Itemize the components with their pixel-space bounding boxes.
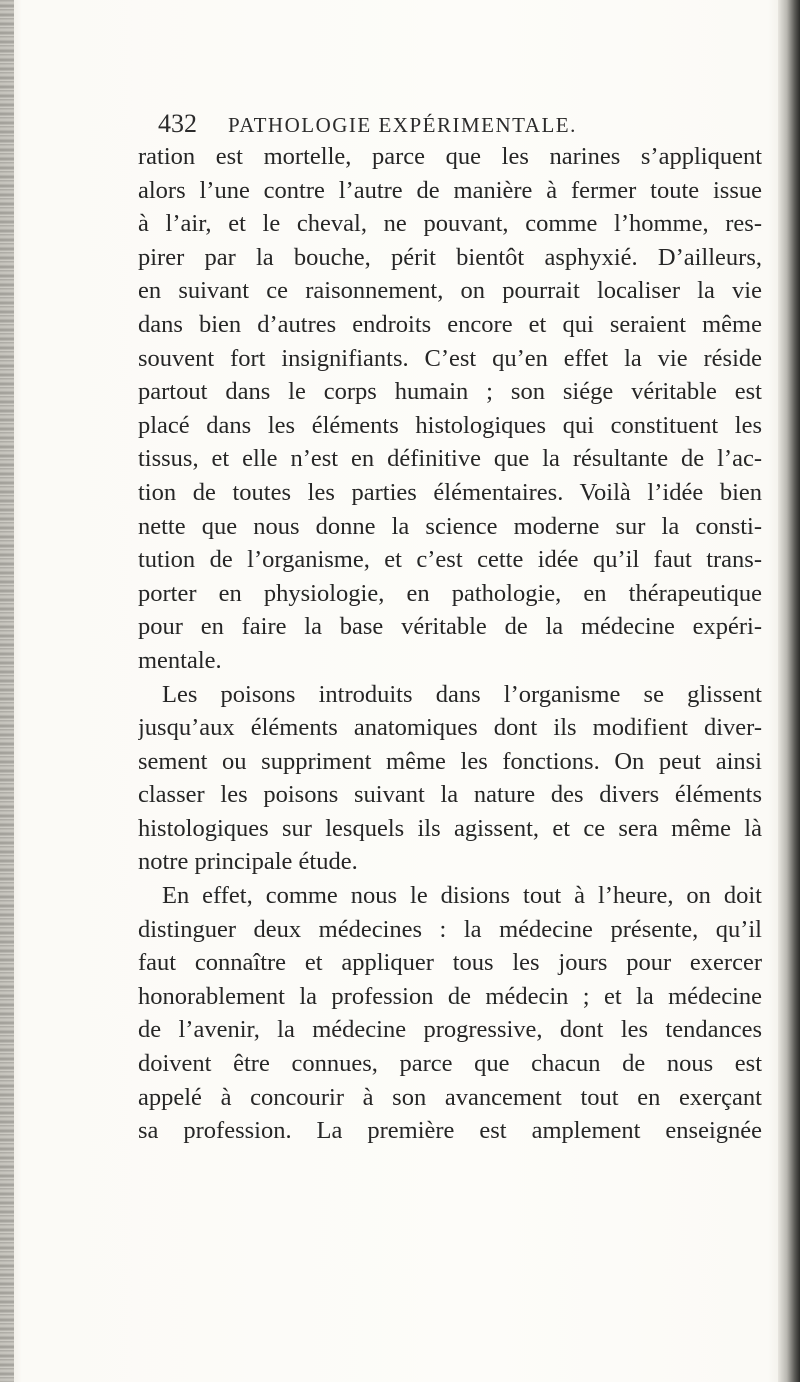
text-line: souvent fort insignifiants. C’est qu’en effet la vie réside xyxy=(138,344,762,372)
text-line: nette que nous donne la science moderne sur la consti- xyxy=(138,512,762,540)
text-line: distinguer deux médecines : la médecine présente, qu’il xyxy=(138,915,762,943)
text-line: appelé à concourir à son avancement tout en exerçant xyxy=(138,1083,762,1111)
text-line: dans bien d’autres endroits encore et qui seraient même xyxy=(138,310,762,338)
text-line: de l’avenir, la médecine progressive, dont les tendances xyxy=(138,1016,762,1044)
running-title: PATHOLOGIE EXPÉRIMENTALE. xyxy=(228,113,577,137)
running-head xyxy=(158,106,758,142)
paragraph-end-line: mentale. xyxy=(138,646,222,674)
paragraph-start-line: En effet, comme nous le disions tout à l’heure, on doit xyxy=(162,882,762,910)
paragraph-start-line: Les poisons introduits dans l’organisme se glissent xyxy=(162,680,762,708)
page-number: 432 xyxy=(158,109,197,138)
text-line: alors l’une contre l’autre de manière à fermer toute issue xyxy=(138,176,762,204)
page-fore-edge xyxy=(778,0,800,1382)
text-line: tissus, et elle n’est en définitive que la résultante de l’ac- xyxy=(138,445,762,473)
text-line: classer les poisons suivant la nature des divers éléments xyxy=(138,781,762,809)
text-line: tution de l’organisme, et c’est cette idée qu’il faut trans- xyxy=(138,546,762,574)
text-line: jusqu’aux éléments anatomiques dont ils modifient diver- xyxy=(138,714,762,742)
body-text xyxy=(138,140,762,1148)
text-line: pour en faire la base véritable de la médecine expéri- xyxy=(138,613,762,641)
text-line: ration est mortelle, parce que les narines s’appliquent xyxy=(138,143,762,170)
text-line: honorablement la profession de médecin ; et la médecine xyxy=(138,982,762,1010)
text-line: sa profession. La première est amplement enseignée xyxy=(138,1117,762,1145)
text-line: histologiques sur lesquels ils agissent, et ce sera même là xyxy=(138,814,762,842)
text-line: faut connaître et appliquer tous les jours pour exercer xyxy=(138,949,762,977)
paragraph-end-line: notre principale étude. xyxy=(138,848,358,876)
text-line: doivent être connues, parce que chacun de nous est xyxy=(138,1050,762,1078)
text-line: tion de toutes les parties élémentaires. Voilà l’idée bien xyxy=(138,478,762,506)
text-line: porter en physiologie, en pathologie, en thérapeutique xyxy=(138,579,762,607)
text-line: placé dans les éléments histologiques qui constituent les xyxy=(138,411,762,439)
text-line: en suivant ce raisonnement, on pourrait localiser la vie xyxy=(138,277,762,305)
text-line: pirer par la bouche, périt bientôt asphyxié. D’ailleurs, xyxy=(138,243,762,271)
text-line: partout dans le corps humain ; son siége véritable est xyxy=(138,378,762,406)
text-line: à l’air, et le cheval, ne pouvant, comme l’homme, res- xyxy=(138,210,762,238)
text-line: sement ou suppriment même les fonctions. On peut ainsi xyxy=(138,747,762,775)
page-binding-edge xyxy=(0,0,14,1382)
